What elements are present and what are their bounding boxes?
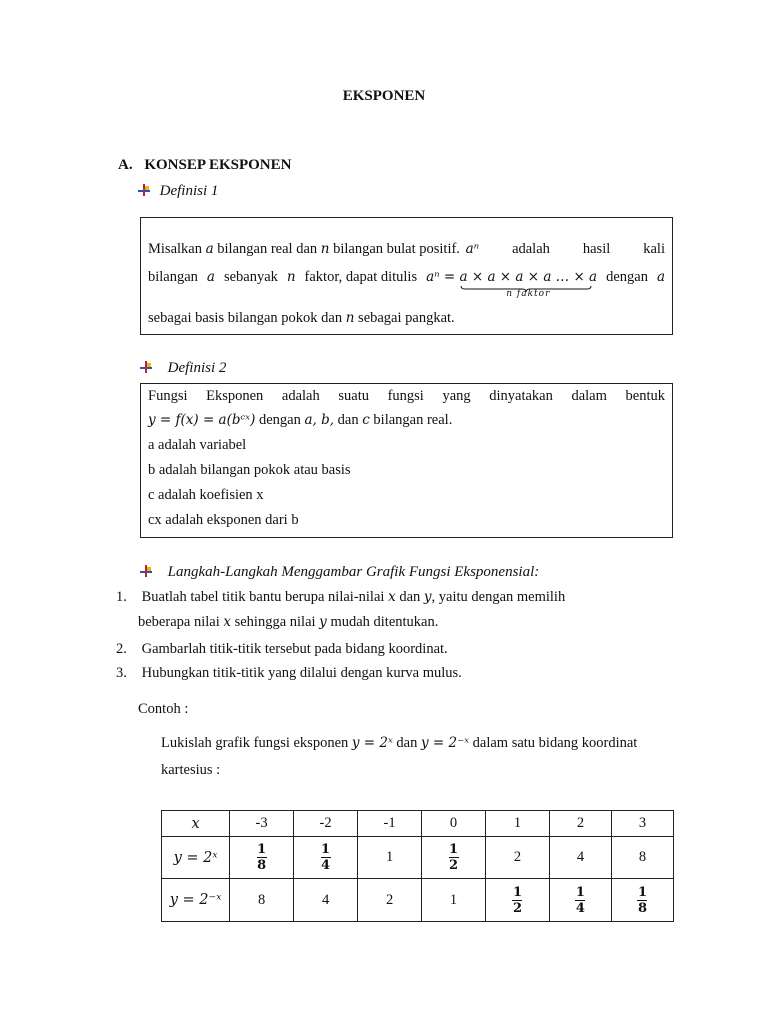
- fraction-denominator: 2: [449, 858, 459, 873]
- def2-word: fungsi: [387, 388, 424, 404]
- step-text: , yaitu dengan memilih: [431, 589, 566, 605]
- def1-text: bilangan: [148, 269, 198, 285]
- var-x: x: [223, 614, 231, 630]
- exponential-formula: y = f(x) = a(bᶜˣ): [148, 412, 256, 428]
- fraction: [575, 885, 585, 916]
- fraction-denominator: 8: [637, 900, 647, 916]
- fraction-numerator: 1: [321, 842, 331, 857]
- formula-an: aⁿ =: [426, 269, 460, 285]
- var-a: a: [656, 269, 665, 285]
- def2-line1: [148, 388, 665, 405]
- table-cell: [422, 837, 486, 879]
- table-header-cell: 1: [486, 811, 550, 837]
- def2-text: dengan: [258, 412, 301, 428]
- table-cell: 4: [549, 837, 611, 879]
- table-header-cell: -1: [358, 811, 422, 837]
- def2-text: bilangan real.: [373, 412, 453, 428]
- section-heading: [118, 157, 291, 174]
- table-row: [162, 837, 674, 879]
- table-cell: 2: [358, 879, 422, 922]
- step-text: beberapa nilai: [138, 614, 220, 630]
- var-n: n: [345, 310, 355, 326]
- fraction-denominator: 8: [257, 858, 267, 873]
- var-a-power-n: aⁿ: [465, 241, 480, 257]
- var-a: a: [205, 241, 214, 257]
- fraction-numerator: 1: [449, 842, 459, 857]
- table-cell: 8: [611, 837, 673, 879]
- fraction-numerator: 1: [512, 884, 522, 900]
- def1-box: [140, 217, 673, 335]
- def2-item: cx adalah eksponen dari b: [148, 512, 299, 528]
- var-x: x: [388, 589, 396, 605]
- table-header-row: [162, 811, 674, 837]
- fraction: [512, 885, 522, 916]
- table-row: [162, 879, 674, 922]
- table-cell: [549, 879, 611, 922]
- table-header-cell: -3: [230, 811, 294, 837]
- example-line2: kartesius :: [161, 762, 221, 778]
- def2-item: b adalah bilangan pokok atau basis: [148, 462, 351, 478]
- step-item: [116, 665, 462, 682]
- def2-word: adalah: [281, 388, 320, 404]
- def2-word: dinyatakan: [489, 388, 553, 404]
- def1-line3: [148, 310, 455, 327]
- def1-line1: [148, 241, 665, 258]
- var-c: c: [362, 412, 370, 428]
- fraction-denominator: 4: [321, 858, 331, 873]
- table-header-cell: 0: [422, 811, 486, 837]
- equation-y-2-neg-x: y = 2⁻ˣ: [420, 735, 470, 751]
- fraction-numerator: 1: [257, 842, 267, 857]
- def1-text: kali: [643, 241, 665, 257]
- steps-heading: Langkah-Langkah Menggambar Grafik Fungsi Eksponensial:: [167, 564, 540, 580]
- var-n: n: [320, 241, 330, 257]
- step-text: Hubungkan titik-titik yang dilalui dengan kurva mulus.: [141, 665, 462, 681]
- def2-word: dalam: [571, 388, 607, 404]
- equation-y-2x: y = 2ˣ: [351, 735, 393, 751]
- step-text: dan: [399, 589, 421, 605]
- table-header-cell: x: [162, 811, 230, 837]
- def2-word: Fungsi: [148, 388, 188, 404]
- def1-text: bilangan real dan: [217, 241, 318, 257]
- step-item: [116, 641, 448, 658]
- table-cell: [486, 879, 550, 922]
- def1-text: Misalkan: [148, 241, 202, 257]
- var-y: y: [319, 614, 327, 630]
- def2-heading-row: [140, 360, 226, 377]
- fraction-numerator: 1: [637, 884, 647, 900]
- step-item-cont: [138, 614, 438, 631]
- table-header-cell: -2: [294, 811, 358, 837]
- def2-heading: Definisi 2: [167, 360, 227, 376]
- var-y: y: [423, 589, 432, 605]
- pin-bullet-icon: [140, 361, 152, 373]
- var-a: a: [206, 269, 215, 285]
- table-cell: 1: [358, 837, 422, 879]
- product-underbrace: [459, 269, 598, 299]
- table-cell: [294, 837, 358, 879]
- def2-word: bentuk: [625, 388, 665, 404]
- fraction-denominator: 2: [512, 900, 522, 916]
- def1-text: adalah: [512, 241, 550, 257]
- step-text: mudah ditentukan.: [330, 614, 439, 630]
- step-item: [116, 589, 565, 606]
- def1-text: faktor, dapat ditulis: [304, 269, 418, 285]
- def1-heading-row: [138, 183, 218, 200]
- def2-word: suatu: [338, 388, 369, 404]
- table-cell: 1: [422, 879, 486, 922]
- example-label: Contoh :: [138, 701, 189, 717]
- table-cell: [230, 837, 294, 879]
- def1-text: dengan: [606, 269, 648, 285]
- row-label: y = 2⁻ˣ: [162, 879, 230, 922]
- def1-text: sebagai pangkat.: [358, 310, 455, 326]
- def2-word: Eksponen: [206, 388, 264, 404]
- product-expression: a × a × a × a … × a: [459, 269, 598, 285]
- values-table: [161, 810, 674, 922]
- def2-word: yang: [442, 388, 471, 404]
- example-text: Lukislah grafik fungsi eksponen: [161, 735, 349, 751]
- def2-box: [140, 383, 673, 538]
- example-line1: [161, 735, 637, 752]
- def2-text: dan: [337, 412, 359, 428]
- table-cell: 8: [230, 879, 294, 922]
- fraction: [321, 842, 331, 873]
- fraction-numerator: 1: [575, 884, 585, 900]
- table-header-cell: 3: [611, 811, 673, 837]
- var-n: n: [286, 269, 296, 285]
- def1-line2: [148, 269, 665, 299]
- def2-item: a adalah variabel: [148, 437, 247, 453]
- step-text: Gambarlah titik-titik tersebut pada bidang koordinat.: [141, 641, 448, 657]
- pin-bullet-icon: [138, 184, 150, 196]
- table-cell: [611, 879, 673, 922]
- fraction: [257, 842, 267, 873]
- def1-heading: Definisi 1: [159, 183, 219, 199]
- underbrace-label: n faktor: [506, 289, 551, 299]
- steps-heading-row: [140, 564, 539, 581]
- example-text: dan: [396, 735, 418, 751]
- table-cell: 2: [486, 837, 550, 879]
- step-text: Buatlah tabel titik bantu berupa nilai-nilai: [141, 589, 385, 605]
- formula-vars: a, b,: [304, 412, 335, 428]
- def1-text: sebagai basis bilangan pokok dan: [148, 310, 343, 326]
- step-number: 2.: [116, 641, 127, 657]
- row-label: y = 2ˣ: [162, 837, 230, 879]
- fraction: [637, 885, 647, 916]
- def1-text: sebanyak: [223, 269, 278, 285]
- step-number: 1.: [116, 589, 127, 605]
- fraction: [449, 842, 459, 873]
- def2-item: c adalah koefisien x: [148, 487, 264, 503]
- step-number: 3.: [116, 665, 127, 681]
- section-letter: A.: [118, 157, 133, 173]
- def1-text: hasil: [582, 241, 611, 257]
- fraction-denominator: 4: [575, 900, 585, 916]
- def2-line2: [148, 412, 452, 429]
- step-text: sehingga nilai: [234, 614, 316, 630]
- section-title: KONSEP EKSPONEN: [144, 157, 292, 173]
- def1-text: bilangan bulat positif.: [333, 241, 460, 257]
- table-cell: 4: [294, 879, 358, 922]
- table-header-cell: 2: [549, 811, 611, 837]
- example-text: dalam satu bidang koordinat: [472, 735, 638, 751]
- pin-bullet-icon: [140, 565, 152, 577]
- page-title: EKSPONEN: [342, 88, 426, 104]
